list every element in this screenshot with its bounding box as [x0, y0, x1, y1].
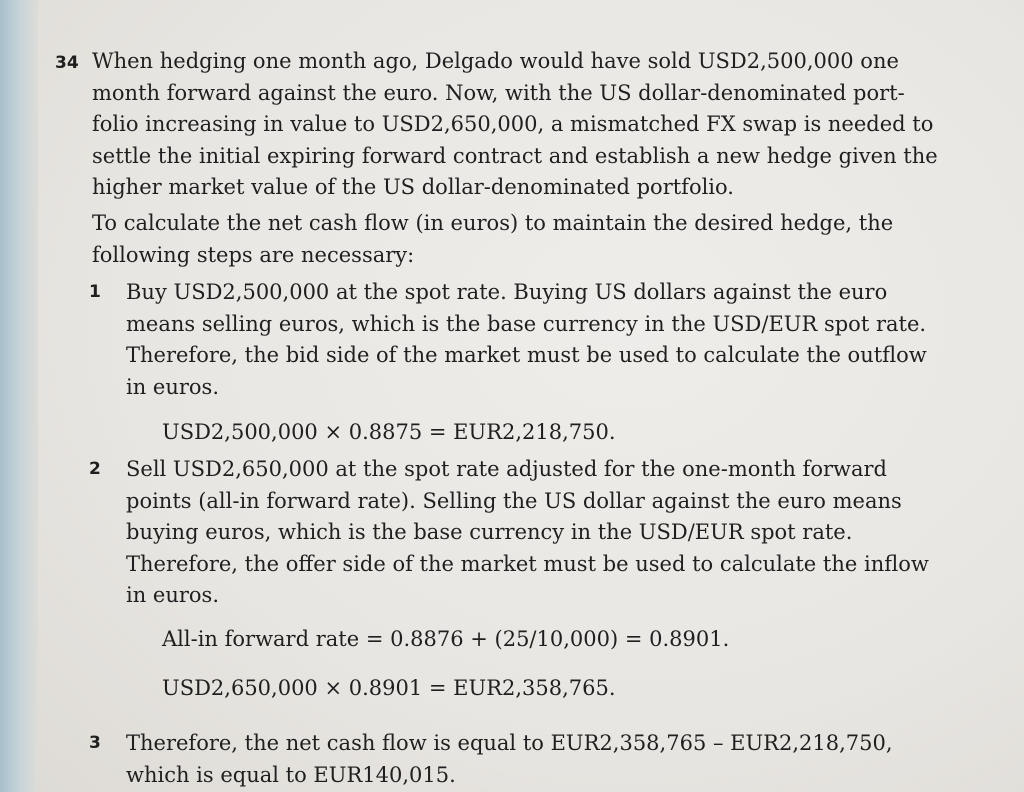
step-number: 1: [89, 282, 101, 302]
step-line: points (all-in forward rate). Selling the US dollar against the euro means: [126, 488, 902, 513]
step-line: means selling euros, which is the base currency in the USD/EUR spot rate.: [126, 311, 927, 336]
intro-line: To calculate the net cash flow (in euros) to maintain the desired hedge, the: [92, 211, 894, 235]
question-line: When hedging one month ago, Delgado would have sold USD2,500,000 one: [92, 49, 899, 73]
question-number: 34: [55, 53, 79, 73]
step-line: in euros.: [126, 583, 220, 607]
step-line: Sell USD2,650,000 at the spot rate adjusted for the one-month forward: [126, 457, 887, 481]
question-line: folio increasing in value to USD2,650,000, a mismatched FX swap is needed to: [92, 112, 934, 136]
step-2-forward-rate-formula: All-in forward rate = 0.8876 + (25/10,000) = 0.8901.: [162, 627, 730, 651]
step-number: 3: [89, 733, 101, 753]
step-line: in euros.: [126, 374, 220, 399]
intro-paragraph: [92, 208, 893, 271]
question-paragraph: [92, 46, 938, 204]
question-line: higher market value of the US dollar-denominated portfolio.: [92, 175, 734, 199]
step-1-paragraph: [126, 277, 927, 403]
step-3-paragraph: [126, 728, 893, 791]
step-line: buying euros, which is the base currency in the USD/EUR spot rate.: [126, 520, 853, 544]
step-1-formula: USD2,500,000 × 0.8875 = EUR2,218,750.: [162, 420, 616, 444]
step-2-paragraph: [126, 454, 929, 612]
step-2-conversion-formula: USD2,650,000 × 0.8901 = EUR2,358,765.: [162, 676, 616, 700]
question-line: month forward against the euro. Now, with the US dollar-denominated port-: [92, 80, 905, 105]
step-line: which is equal to EUR140,015.: [126, 762, 456, 787]
step-number: 2: [89, 459, 101, 479]
intro-line: following steps are necessary:: [92, 242, 415, 267]
step-line: Therefore, the bid side of the market must be used to calculate the outflow: [126, 343, 927, 367]
step-line: Therefore, the offer side of the market must be used to calculate the inflow: [126, 551, 929, 576]
question-line: settle the initial expiring forward contract and establish a new hedge given the: [92, 143, 938, 168]
step-line: Buy USD2,500,000 at the spot rate. Buying US dollars against the euro: [126, 280, 888, 304]
page-edge: [0, 0, 38, 792]
step-line: Therefore, the net cash flow is equal to EUR2,358,765 – EUR2,218,750,: [126, 731, 893, 755]
